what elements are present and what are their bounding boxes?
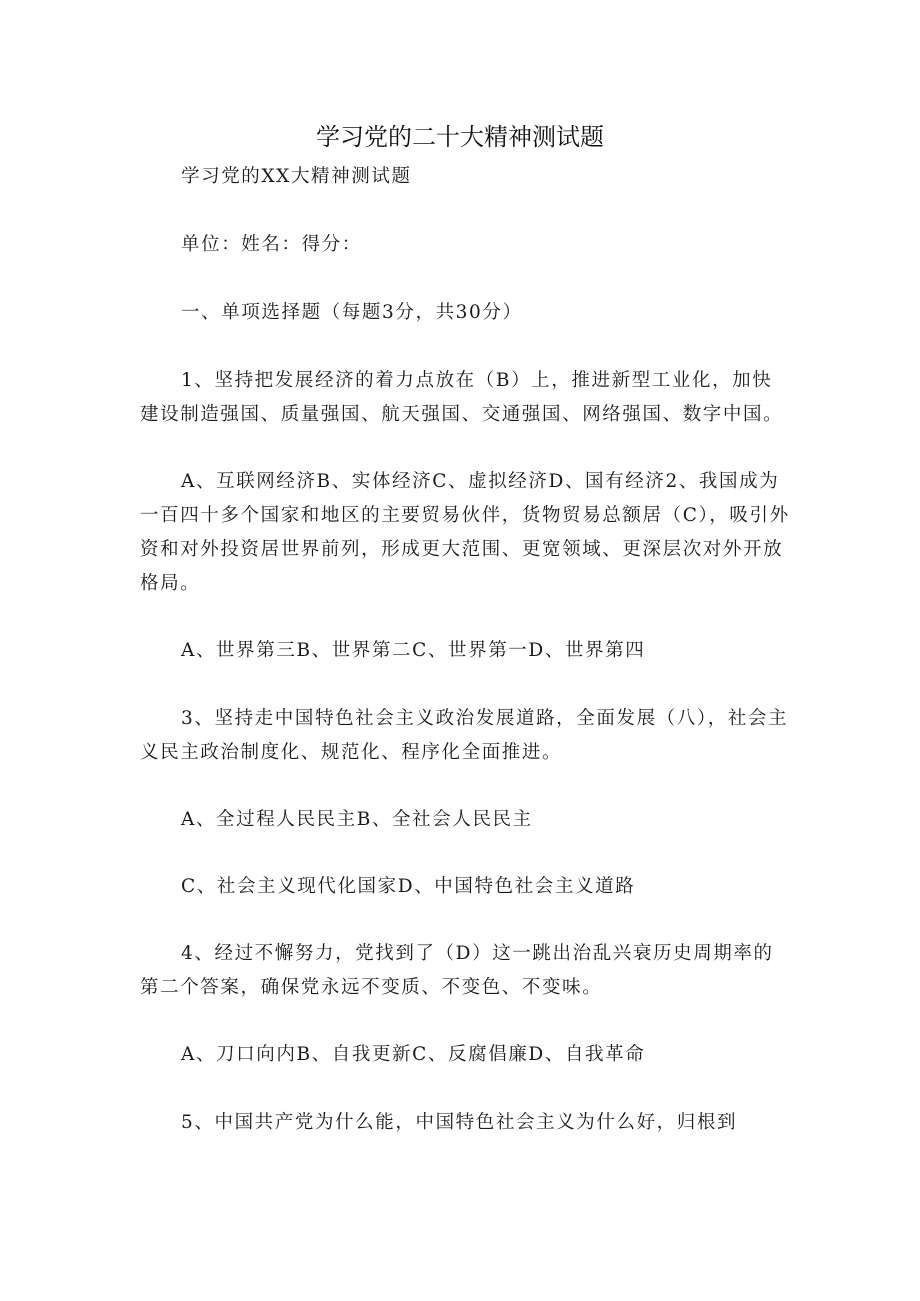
info-line: 单位：姓名：得分： [181,234,362,255]
question-3: 3、坚持走中国特色社会主义政治发展道路，全面发展（八），社会主义民主政治制度化、规范化、程序化全面推进。 [140,708,789,763]
section-heading: 一、单项选择题（每题3分，共30分） [181,302,523,323]
question-5: 5、中国共产党为什么能，中国特色社会主义为什么好，归根到 [181,1112,738,1133]
question-4-options: A、刀口向内B、自我更新C、反腐倡廉D、自我革命 [181,1044,646,1065]
question-4: 4、经过不懈努力，党找到了（D）这一跳出治乱兴衰历史周期率的第二个答案，确保党永远不变质、不变色、不变味。 [140,943,774,998]
question-3-options-ab: A、全过程人民民主B、全社会人民民主 [181,809,533,830]
question-1-options-and-question-2: A、互联网经济B、实体经济C、虚拟经济D、国有经济2、我国成为一百四十多个国家和地区的主要贸易伙伴，货物贸易总额居（C），吸引外资和对外投资居世界前列，形成更大范围、更宽领域、更深层次对外开放格局。 [140,471,790,594]
question-3-options-cd: C、社会主义现代化国家D、中国特色社会主义道路 [181,876,636,897]
question-2-options: A、世界第三B、世界第二C、世界第一D、世界第四 [181,640,646,661]
question-1: 1、坚持把发展经济的着力点放在（B）上，推进新型工业化，加快建设制造强国、质量强国、航天强国、交通强国、网络强国、数字中国。 [140,370,784,425]
document-title: 学习党的二十大精神测试题 [316,123,604,151]
document-subtitle: 学习党的XX大精神测试题 [181,166,412,187]
